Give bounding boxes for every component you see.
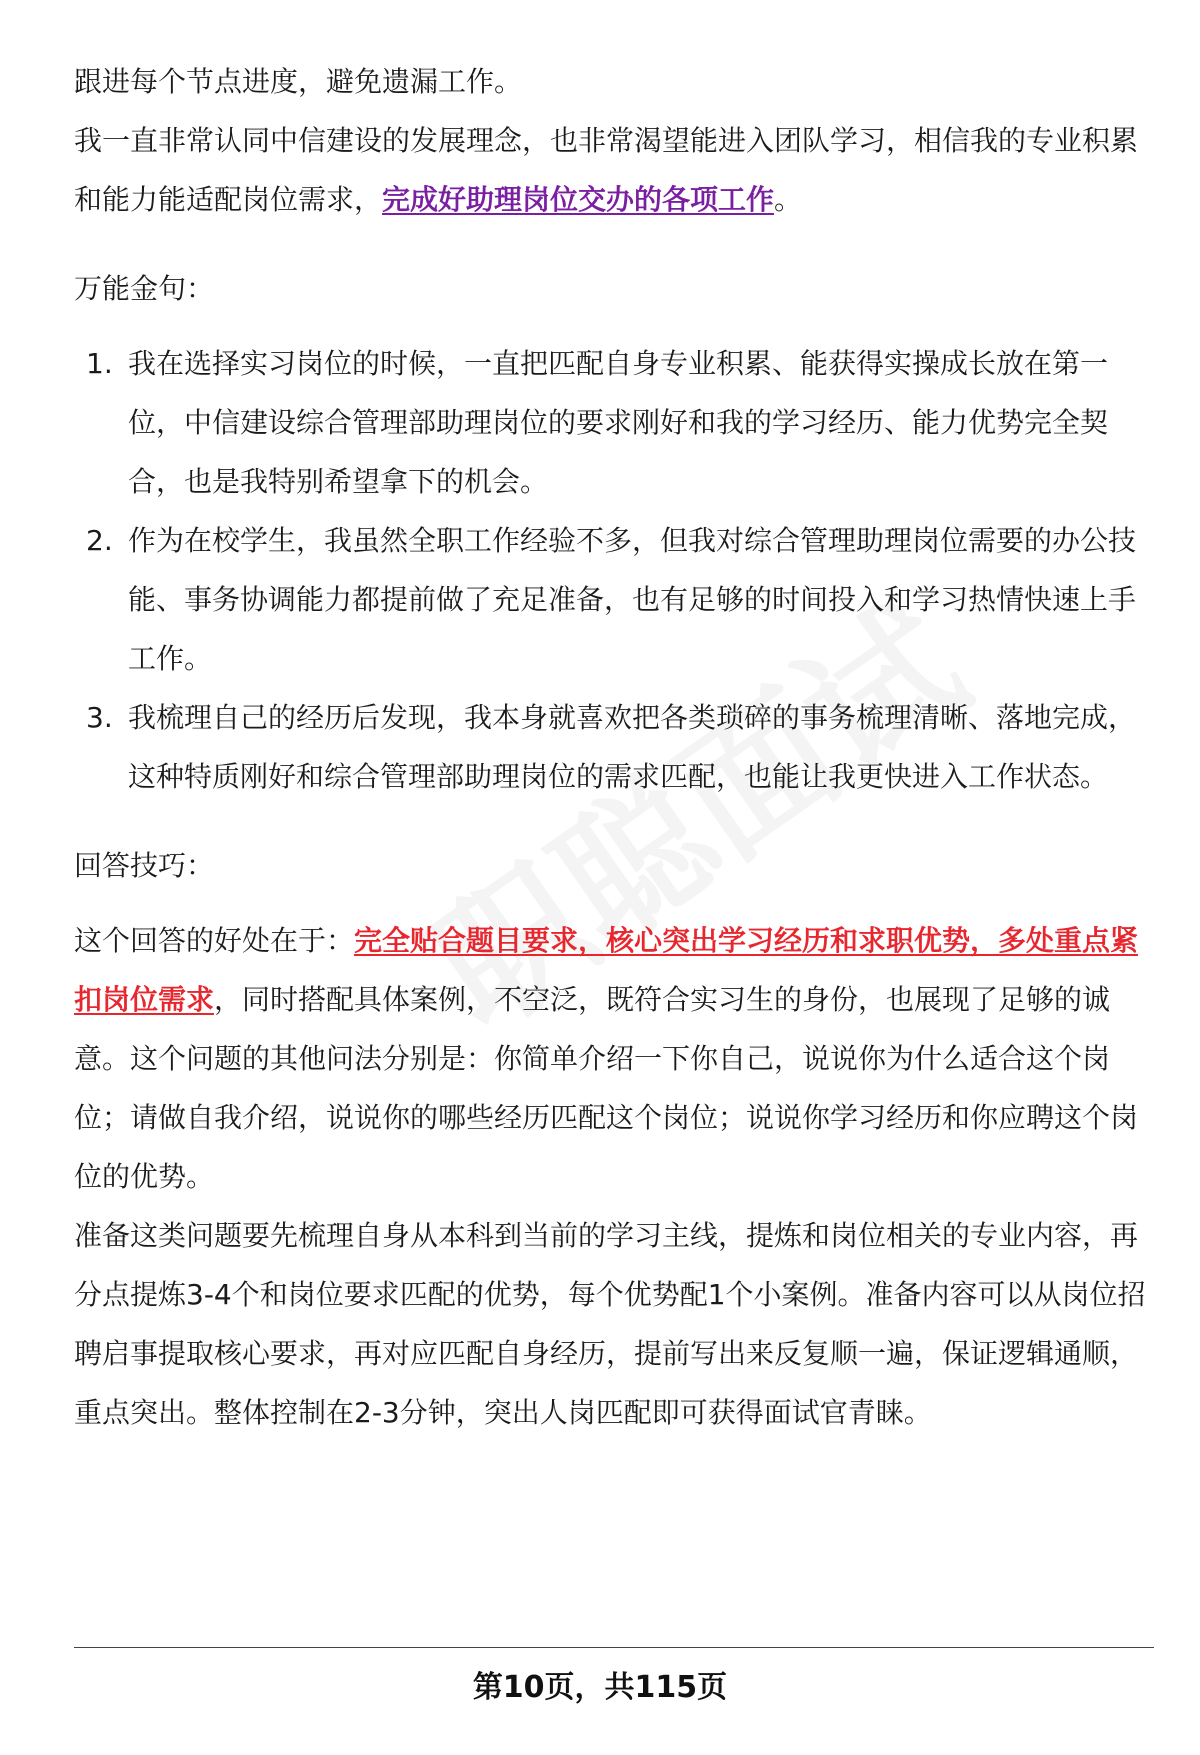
- list-item-text: 作为在校学生，我虽然全职工作经验不多，但我对综合管理助理岗位需要的办公技能、事务协调能力都提前做了充足准备，也有足够的时间投入和学习热情快速上手工作。: [128, 524, 1137, 675]
- paragraph-2: [74, 111, 1154, 229]
- paragraph-3-text: 这个回答的好处在于：: [74, 924, 355, 957]
- list-item-number: 2.: [86, 524, 113, 557]
- list-item: [74, 688, 1154, 806]
- paragraph-4: 准备这类问题要先梳理自身从本科到当前的学习主线，提炼和岗位相关的专业内容，再分点提炼3-4个和岗位要求匹配的优势，每个优势配1个小案例。准备内容可以从岗位招聘启事提取核心要求，再对应匹配自身经历，提前写出来反复顺一遍，保证逻辑通顺，重点突出。整体控制在2-3分钟，突出人岗匹配即可获得面试官青睐。: [74, 1219, 1146, 1429]
- page-number: 第10页，共115页: [472, 1670, 728, 1705]
- paragraph-2-text: 我一直非常认同中信建设的发展理念，也非常渴望能进入团队学习，相信我的专业积累和能力能适配岗位需求，: [74, 124, 1139, 216]
- paragraph-1: 跟进每个节点进度，避免遗漏工作。: [74, 65, 523, 98]
- section-label-tips: 回答技巧：: [74, 849, 215, 882]
- document-body: [74, 52, 1154, 1442]
- phrase-list: [74, 334, 1154, 806]
- paragraph-3: [74, 911, 1154, 1206]
- paragraph-2-end: 。: [774, 183, 803, 216]
- list-item-number: 1.: [86, 347, 113, 380]
- paragraph-3-rest: ，同时搭配具体案例，不空泛，既符合实习生的身份，也展现了足够的诚意。这个问题的其他问法分别是：你简单介绍一下你自己，说说你为什么适合这个岗位；请做自我介绍，说说你的哪些经历匹配这个岗位；说说你学习经历和你应聘这个岗位的优势。: [74, 983, 1139, 1193]
- list-item: [74, 511, 1154, 688]
- paragraph-2-highlight: 完成好助理岗位交办的各项工作: [382, 183, 775, 216]
- list-item-text: 我在选择实习岗位的时候，一直把匹配自身专业积累、能获得实操成长放在第一位，中信建设综合管理部助理岗位的要求刚好和我的学习经历、能力优势完全契合，也是我特别希望拿下的机会。: [128, 347, 1109, 498]
- list-item: [74, 334, 1154, 511]
- list-item-number: 3.: [86, 701, 113, 734]
- list-item-text: 我梳理自己的经历后发现，我本身就喜欢把各类琐碎的事务梳理清晰、落地完成，这种特质刚好和综合管理部助理岗位的需求匹配，也能让我更快进入工作状态。: [128, 701, 1137, 793]
- paragraph-3-highlight: 完全贴合题目要求，核心突出学习经历和求职优势，多处重点紧扣岗位需求: [74, 924, 1139, 1016]
- section-label-phrases: 万能金句：: [74, 272, 215, 305]
- footer-divider: [74, 1647, 1154, 1648]
